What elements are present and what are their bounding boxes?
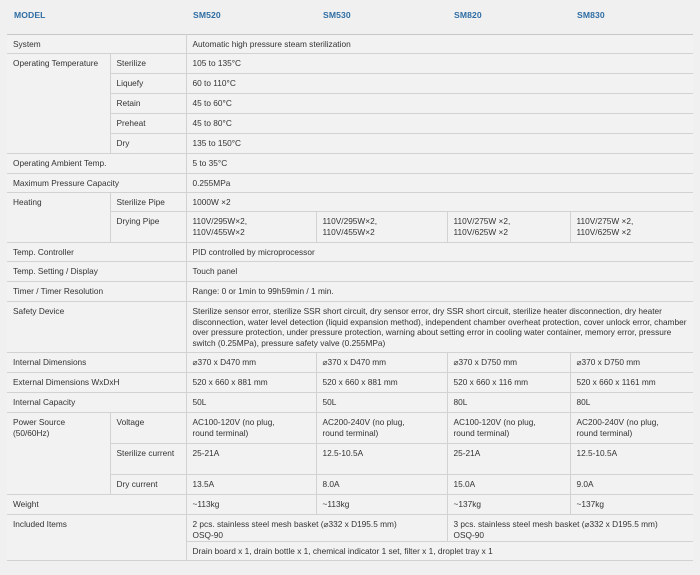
weight-sm830: ~137kg xyxy=(570,495,693,515)
temp-controller-value: PID controlled by microprocessor xyxy=(186,243,693,262)
table-header xyxy=(0,0,700,34)
table-row xyxy=(7,134,693,154)
dry-temp-value: 135 to 150°C xyxy=(186,134,693,154)
sterilize-current-sm820: 25-21A xyxy=(447,444,570,475)
retain-temp-value: 45 to 60°C xyxy=(186,94,693,114)
sub-label-drying-pipe: Drying Pipe xyxy=(110,212,186,243)
model-sm820: SM820 xyxy=(454,10,482,20)
sterilize-current-sm530: 12.5-10.5A xyxy=(316,444,447,475)
table-row xyxy=(7,74,693,94)
sterilize-current-sm520: 25-21A xyxy=(186,444,316,475)
internal-dimensions-sm830: ⌀370 x D750 mm xyxy=(570,353,693,373)
table-row xyxy=(7,154,693,174)
row-label-internal-dimensions: Internal Dimensions xyxy=(7,353,186,373)
external-dimensions-sm830: 520 x 660 x 1161 mm xyxy=(570,373,693,393)
row-label-safety-device: Safety Device xyxy=(7,302,186,353)
spec-table xyxy=(7,34,693,561)
sub-label-sterilize-current: Sterilize current xyxy=(110,444,186,475)
system-value: Automatic high pressure steam sterilization xyxy=(186,35,693,54)
row-label-max-pressure: Maximum Pressure Capacity xyxy=(7,174,186,193)
preheat-temp-value: 45 to 80°C xyxy=(186,114,693,134)
model-sm520: SM520 xyxy=(193,10,221,20)
table-row xyxy=(7,212,693,243)
sub-label-liquefy: Liquefy xyxy=(110,74,186,94)
internal-dimensions-sm820: ⌀370 x D750 mm xyxy=(447,353,570,373)
internal-capacity-sm820: 80L xyxy=(447,393,570,413)
voltage-sm830: AC200-240V (no plug, round terminal) xyxy=(570,413,693,444)
table-row xyxy=(7,413,693,444)
internal-capacity-sm830: 80L xyxy=(570,393,693,413)
drying-pipe-sm530: 110V/295W×2, 110V/455W×2 xyxy=(316,212,447,243)
internal-capacity-sm520: 50L xyxy=(186,393,316,413)
internal-capacity-sm530: 50L xyxy=(316,393,447,413)
ambient-temp-value: 5 to 35°C xyxy=(186,154,693,174)
table-row xyxy=(7,393,693,413)
included-basket-sm520-sm530: 2 pcs. stainless steel mesh basket (⌀332 x D195.5 mm) OSQ-90 xyxy=(186,515,447,542)
dry-current-sm520: 13.5A xyxy=(186,475,316,495)
safety-device-value: Sterilize sensor error, sterilize SSR short circuit, dry sensor error, dry SSR short circuit, sterilize heater disconnection, dry heater disconnection, water level detection (liquid expansion method), independent chamber overheat protection, cover unlock error, chamber over pressure protection, under pressure protection, warning about setting error in cooling water container, memory error, pressure switch (0.25MPa), pressure safety valve (0.255MPa) xyxy=(186,302,693,353)
voltage-sm520: AC100-120V (no plug, round terminal) xyxy=(186,413,316,444)
weight-sm820: ~137kg xyxy=(447,495,570,515)
table-row xyxy=(7,243,693,262)
weight-sm520: ~113kg xyxy=(186,495,316,515)
table-row xyxy=(7,515,693,542)
included-common-items: Drain board x 1, drain bottle x 1, chemical indicator 1 set, filter x 1, droplet tray x 1 xyxy=(186,542,693,561)
sub-label-voltage: Voltage xyxy=(110,413,186,444)
table-row xyxy=(7,54,693,74)
table-row xyxy=(7,373,693,393)
temp-setting-value: Touch panel xyxy=(186,262,693,282)
max-pressure-value: 0.255MPa xyxy=(186,174,693,193)
internal-dimensions-sm530: ⌀370 x D470 mm xyxy=(316,353,447,373)
liquefy-temp-value: 60 to 110°C xyxy=(186,74,693,94)
sub-label-preheat: Preheat xyxy=(110,114,186,134)
dry-current-sm820: 15.0A xyxy=(447,475,570,495)
table-row xyxy=(7,35,693,54)
table-row xyxy=(7,495,693,515)
row-label-included-items: Included Items xyxy=(7,515,186,561)
row-label-external-dimensions: External Dimensions WxDxH xyxy=(7,373,186,393)
weight-sm530: ~113kg xyxy=(316,495,447,515)
table-row xyxy=(7,94,693,114)
model-sm530: SM530 xyxy=(323,10,351,20)
sub-label-sterilize: Sterilize xyxy=(110,54,186,74)
row-label-heating: Heating xyxy=(7,193,110,243)
external-dimensions-sm820: 520 x 660 x 116 mm xyxy=(447,373,570,393)
timer-value: Range: 0 or 1min to 99h59min / 1 min. xyxy=(186,282,693,302)
sub-label-dry-current: Dry current xyxy=(110,475,186,495)
row-label-timer: Timer / Timer Resolution xyxy=(7,282,186,302)
included-basket-sm820-sm830: 3 pcs. stainless steel mesh basket (⌀332 x D195.5 mm) OSQ-90 xyxy=(447,515,693,542)
drying-pipe-sm830: 110V/275W ×2, 110V/625W ×2 xyxy=(570,212,693,243)
sub-label-sterilize-pipe: Sterilize Pipe xyxy=(110,193,186,212)
table-row xyxy=(7,353,693,373)
internal-dimensions-sm520: ⌀370 x D470 mm xyxy=(186,353,316,373)
table-row xyxy=(7,475,693,495)
table-row xyxy=(7,174,693,193)
external-dimensions-sm530: 520 x 660 x 881 mm xyxy=(316,373,447,393)
voltage-sm530: AC200-240V (no plug, round terminal) xyxy=(316,413,447,444)
row-label-system: System xyxy=(7,35,186,54)
row-label-internal-capacity: Internal Capacity xyxy=(7,393,186,413)
table-row xyxy=(7,302,693,353)
table-row xyxy=(7,444,693,475)
sterilize-temp-value: 105 to 135°C xyxy=(186,54,693,74)
table-row xyxy=(7,193,693,212)
table-row xyxy=(7,282,693,302)
sterilize-current-sm830: 12.5-10.5A xyxy=(570,444,693,475)
table-row xyxy=(7,114,693,134)
drying-pipe-sm520: 110V/295W×2, 110V/455W×2 xyxy=(186,212,316,243)
sub-label-dry: Dry xyxy=(110,134,186,154)
model-sm830: SM830 xyxy=(577,10,605,20)
external-dimensions-sm520: 520 x 660 x 881 mm xyxy=(186,373,316,393)
row-label-temp-controller: Temp. Controller xyxy=(7,243,186,262)
dry-current-sm530: 8.0A xyxy=(316,475,447,495)
sterilize-pipe-value: 1000W ×2 xyxy=(186,193,693,212)
row-label-operating-temperature: Operating Temperature xyxy=(7,54,110,154)
row-label-weight: Weight xyxy=(7,495,186,515)
model-header: MODEL xyxy=(14,10,46,20)
row-label-power-source: Power Source (50/60Hz) xyxy=(7,413,110,495)
drying-pipe-sm820: 110V/275W ×2, 110V/625W ×2 xyxy=(447,212,570,243)
sub-label-retain: Retain xyxy=(110,94,186,114)
table-row xyxy=(7,262,693,282)
dry-current-sm830: 9.0A xyxy=(570,475,693,495)
voltage-sm820: AC100-120V (no plug, round terminal) xyxy=(447,413,570,444)
row-label-ambient-temp: Operating Ambient Temp. xyxy=(7,154,186,174)
row-label-temp-setting: Temp. Setting / Display xyxy=(7,262,186,282)
